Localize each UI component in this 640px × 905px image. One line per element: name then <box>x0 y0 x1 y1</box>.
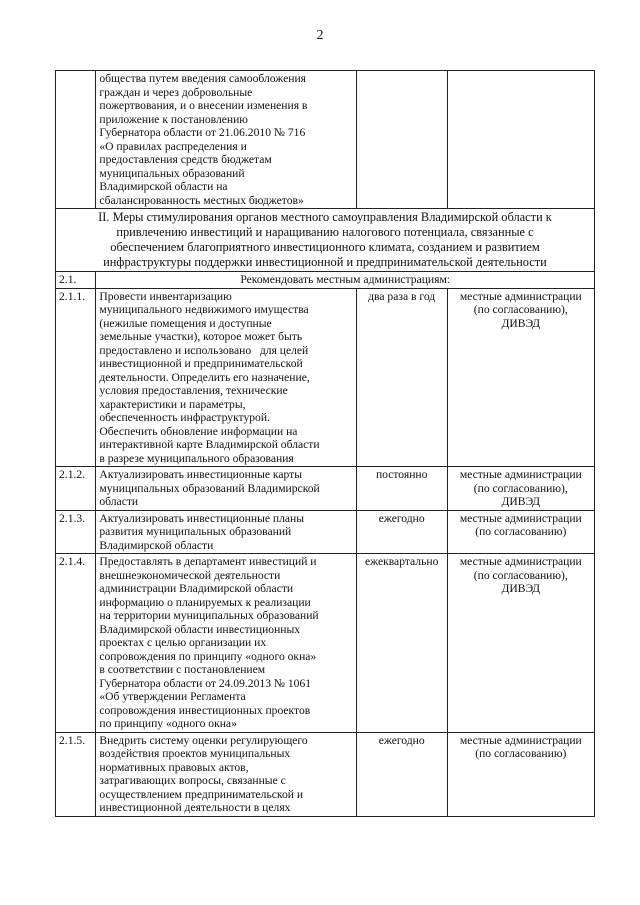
cell-responsible <box>447 554 594 733</box>
text-line: развития муниципальных образований <box>99 525 292 538</box>
text-line: осуществлением предпринимательской и <box>99 787 304 801</box>
cell-description <box>96 510 356 554</box>
cell-num: 2.1.4. <box>56 554 96 733</box>
text-line: области <box>99 495 139 508</box>
text-line: затрагивающих вопросы, связанные с <box>99 774 286 787</box>
cell-num: 2.1.5. <box>56 732 96 816</box>
text-line: обеспеченность инфраструктурой. <box>99 411 270 424</box>
resp-line: (по согласованию) <box>475 747 567 760</box>
text-line: муниципальных образований Владимирской <box>99 481 320 495</box>
subheading: Рекомендовать местным администрациям: <box>96 272 595 289</box>
text-line: «О правилах распределения и <box>99 139 247 153</box>
text-line: Губернатора области от 24.09.2013 № 1061 <box>99 676 312 690</box>
text-line: информацию о планируемых к реализации <box>99 595 311 609</box>
cell-responsible <box>447 467 594 511</box>
cell-when: постоянно <box>356 467 447 511</box>
text-line: приложение к постановлению <box>99 112 248 126</box>
section-heading <box>56 209 595 272</box>
section-heading-row <box>56 209 595 272</box>
text-line: Обеспечить обновление информации на <box>99 424 298 438</box>
cell-description <box>96 288 356 467</box>
cell-when <box>356 71 447 209</box>
text-line: граждан и через добровольные <box>99 85 253 99</box>
cell-when: ежеквартально <box>356 554 447 733</box>
resp-line: (по согласованию), <box>473 568 568 582</box>
text-line: в соответствии с постановлением <box>99 663 266 676</box>
text-line: условия предоставления, технические <box>99 384 288 397</box>
page-number: 2 <box>316 28 324 43</box>
cell-num: 2.1.2. <box>56 467 96 511</box>
cell-responsible <box>447 732 594 816</box>
heading-line: привлечению инвестиций и наращиванию налогового потенциала, связанные с <box>116 225 534 239</box>
text-line: проектах с целью организации их <box>99 636 267 649</box>
text-line: пожертвования, и о внесении изменения в <box>99 99 308 112</box>
text-line: общества путем введения самообложения <box>99 72 307 85</box>
text-line: инвестиционной деятельности в целях <box>99 801 291 814</box>
text-line: Провести инвентаризацию <box>99 289 232 303</box>
text-line: муниципального недвижимого имущества <box>99 303 309 316</box>
table-row-2-1-2 <box>56 467 595 511</box>
cell-when: ежегодно <box>356 510 447 554</box>
cell-responsible <box>447 288 594 467</box>
text-line: деятельности. Определить его назначение, <box>99 370 310 384</box>
text-line: на территории муниципальных образований <box>99 609 319 622</box>
text-line: (нежилые помещения и доступные <box>99 316 272 330</box>
text-line: нормативных правовых актов, <box>99 760 249 774</box>
text-line: «Об утверждении Регламента <box>99 690 246 703</box>
text-line: сопровождения по принципу «одного окна» <box>99 649 317 663</box>
text-line: воздействия проектов муниципальных <box>99 747 291 760</box>
cell-responsible <box>447 510 594 554</box>
text-line: Внедрить систему оценки регулирующего <box>99 733 308 747</box>
text-line: Актуализировать инвестиционные карты <box>99 468 303 481</box>
table-row-2-1-4 <box>56 554 595 733</box>
resp-line: местные администрации <box>459 289 582 303</box>
resp-line: (по согласованию), <box>473 481 568 495</box>
resp-line: местные администрации <box>459 555 582 568</box>
resp-line: местные администрации <box>459 511 582 525</box>
text-line: муниципальных образований <box>99 166 245 180</box>
resp-line: ДИВЭД <box>501 495 541 508</box>
cell-num: 2.1.3. <box>56 510 96 554</box>
table-row-continuation <box>56 71 595 209</box>
text-line: предоставления средств бюджетам <box>99 153 272 166</box>
text-line: администрации Владимирской области <box>99 582 294 595</box>
resp-line: (по согласованию) <box>475 525 567 538</box>
cell-responsible <box>447 71 594 209</box>
resp-line: ДИВЭД <box>501 316 541 330</box>
text-line: сбалансированность местных бюджетов» <box>99 193 304 207</box>
table-row-2-1-3 <box>56 510 595 554</box>
text-line: внешнеэкономической деятельности <box>99 568 281 582</box>
text-line: Предоставлять в департамент инвестиций и <box>99 555 317 568</box>
resp-line: местные администрации <box>459 468 582 481</box>
cell-description <box>96 467 356 511</box>
table-row-2-1-5 <box>56 732 595 816</box>
heading-line: инфраструктуры поддержки инвестиционной и предпринимательской деятельности <box>103 255 547 269</box>
measures-table <box>55 70 595 817</box>
heading-line: обеспечением благоприятного инвестиционного климата, созданием и развитием <box>110 240 540 254</box>
cell-num: 2.1.1. <box>56 288 96 467</box>
resp-line: ДИВЭД <box>501 582 541 595</box>
text-line: характеристики и параметры, <box>99 397 246 411</box>
cell-when: два раза в год <box>356 288 447 467</box>
text-line: земельные участки), которое может быть <box>99 330 303 343</box>
text-line: Актуализировать инвестиционные планы <box>99 511 305 525</box>
resp-line: местные администрации <box>459 733 582 747</box>
text-line: в разрезе муниципального образования <box>99 451 294 465</box>
resp-line: (по согласованию), <box>473 303 568 316</box>
heading-line: II. Меры стимулирования органов местного самоуправления Владимирской области к <box>98 210 552 224</box>
text-line: инвестиционной и предпринимательской <box>99 357 303 370</box>
cell-when: ежегодно <box>356 732 447 816</box>
table-row-2-1-1 <box>56 288 595 467</box>
text-line: интерактивной карте Владимирской области <box>99 438 320 451</box>
cell-description <box>96 554 356 733</box>
text-line: Владимирской области инвестиционных <box>99 622 301 636</box>
text-line: сопровождения инвестиционных проектов <box>99 703 311 717</box>
text-line: по принципу «одного окна» <box>99 717 237 730</box>
text-line: Губернатора области от 21.06.2010 № 716 <box>99 126 306 139</box>
cell-num: 2.1. <box>56 272 96 289</box>
text-line: предоставлено и использовано для целей <box>99 343 309 357</box>
table-row-2-1 <box>56 272 595 289</box>
text-line: Владимирской области на <box>99 180 228 193</box>
cell-description <box>96 71 356 209</box>
text-line: Владимирской области <box>99 538 214 552</box>
cell-num <box>56 71 96 209</box>
cell-description <box>96 732 356 816</box>
